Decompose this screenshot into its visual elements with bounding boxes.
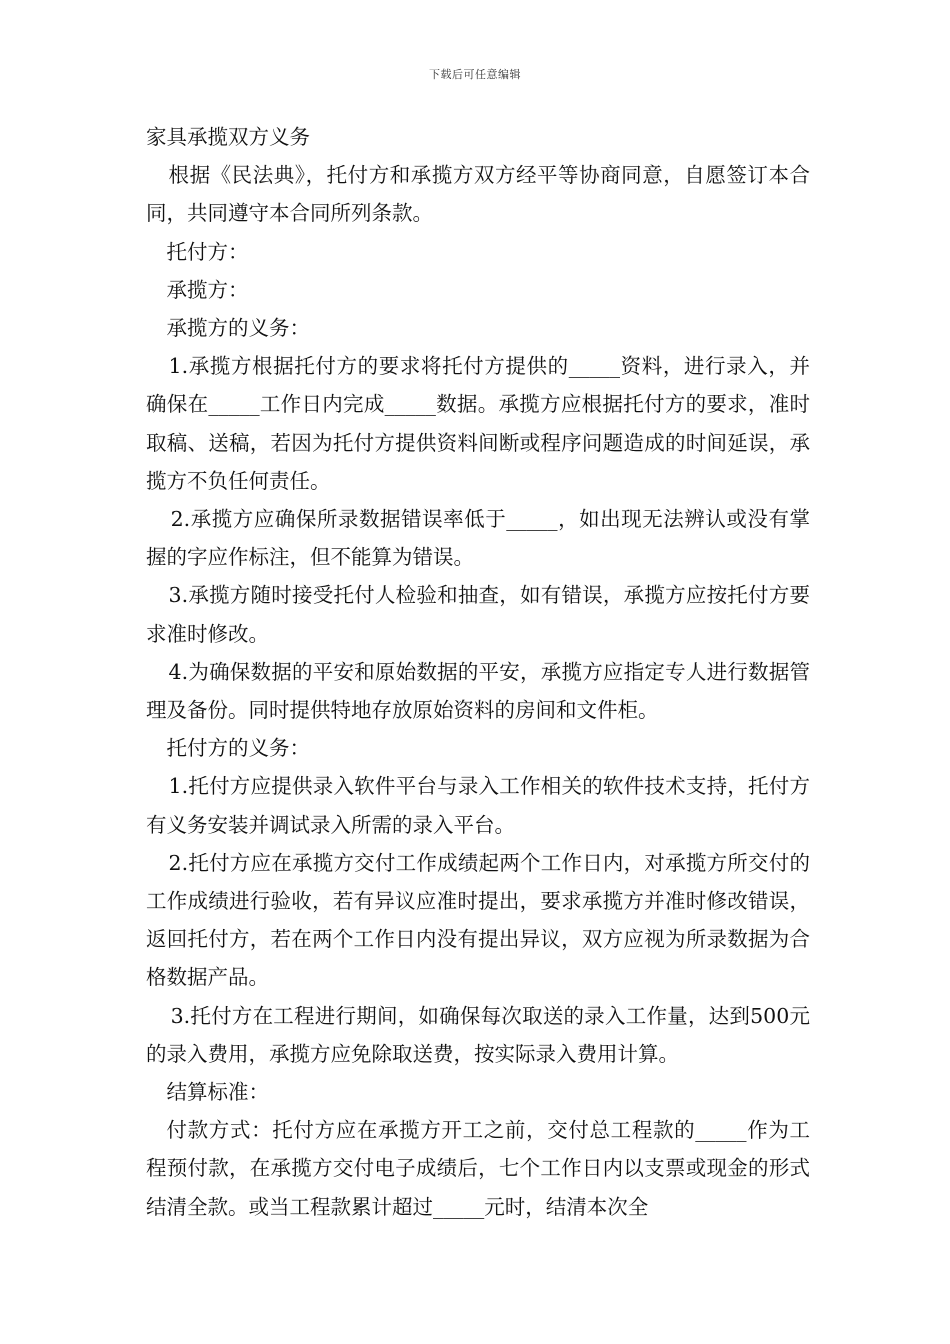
document-title: 家具承揽双方义务 bbox=[146, 125, 310, 149]
payment-paragraph: 付款方式：托付方应在承揽方开工之前，交付总工程款的_____作为工程预付款，在承揽方交付电子成绩后，七个工作日内以支票或现金的形式结清全款。或当工程款累计超过_____元时，结清本次全 bbox=[146, 1118, 810, 1219]
intro-paragraph: 根据《民法典》，托付方和承揽方双方经平等协商同意，自愿签订本合同，共同遵守本合同所列条款。 bbox=[146, 163, 810, 226]
client-item-1: 1.托付方应提供录入软件平台与录入工作相关的软件技术支持，托付方有义务安装并调试录入所需的录入平台。 bbox=[146, 774, 810, 837]
contractor-item-3: 3.承揽方随时接受托付人检验和抽查，如有错误，承揽方应按托付方要求准时修改。 bbox=[146, 583, 810, 646]
contractor-item-1: 1.承揽方根据托付方的要求将托付方提供的_____资料，进行录入，并确保在_____工作日内完成_____数据。承揽方应根据托付方的要求，准时取稿、送稿，若因为托付方提供资料间断或程序问题造成的时间延误，承揽方不负任何责任。 bbox=[146, 354, 810, 493]
contractor-section-title: 承揽方的义务： bbox=[166, 316, 310, 341]
settlement-title: 结算标准： bbox=[166, 1080, 269, 1105]
party-contractor-label: 承揽方： bbox=[166, 277, 249, 302]
client-item-2: 2.托付方应在承揽方交付工作成绩起两个工作日内，对承揽方所交付的工作成绩进行验收，若有异议应准时提出，要求承揽方并准时修改错误，返回托付方，若在两个工作日内没有提出异议，双方应视为所录数据为合格数据产品。 bbox=[146, 850, 810, 990]
contractor-item-2: 2.承揽方应确保所录数据错误率低于_____，如出现无法辨认或没有掌握的字应作标注，但不能算为错误。 bbox=[146, 507, 810, 570]
party-client-label: 托付方： bbox=[166, 239, 249, 264]
document-body bbox=[146, 118, 810, 1226]
header-note: 下载后可任意编辑 bbox=[429, 68, 521, 81]
client-section-title: 托付方的义务： bbox=[166, 736, 310, 761]
contractor-item-4: 4.为确保数据的平安和原始数据的平安，承揽方应指定专人进行数据管理及备份。同时提供特地存放原始资料的房间和文件柜。 bbox=[146, 659, 810, 723]
client-item-3: 3.托付方在工程进行期间，如确保每次取送的录入工作量，达到500元的录入费用，承揽方应免除取送费，按实际录入费用计算。 bbox=[146, 1003, 810, 1066]
